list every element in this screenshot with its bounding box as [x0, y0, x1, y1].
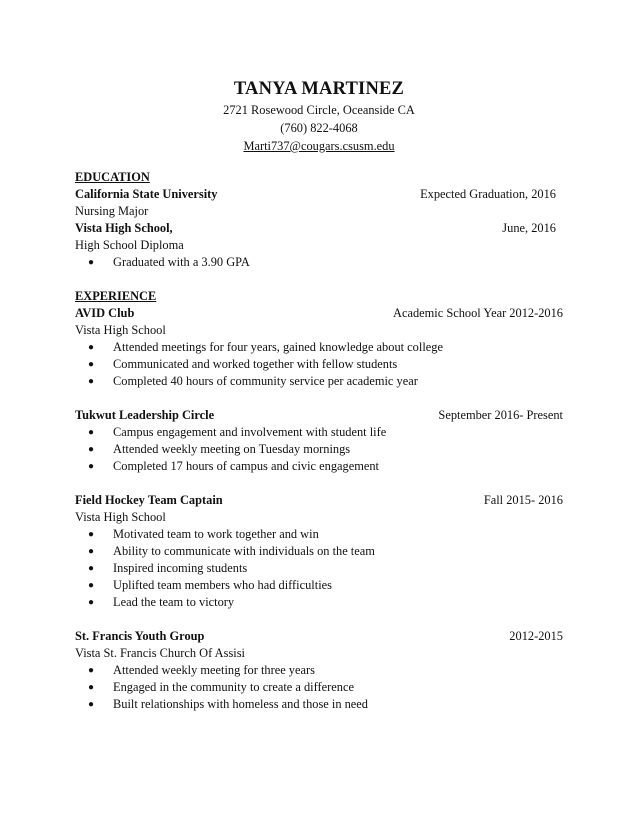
experience-heading: EXPERIENCE [75, 289, 157, 303]
bullet-text: Uplifted team members who had difficulties [113, 578, 332, 592]
bullet-text: Communicated and worked together with fellow students [113, 357, 398, 371]
list-item [75, 662, 563, 679]
education-heading: EDUCATION [75, 170, 150, 184]
entry-title: St. Francis Youth Group [75, 629, 205, 643]
experience-entry [75, 492, 563, 509]
address: 2721 Rosewood Circle, Oceanside CA [223, 103, 415, 117]
list-item [75, 526, 563, 543]
bullet-icon: ● [88, 699, 95, 710]
entry-date: Expected Graduation, 2016 [420, 187, 556, 201]
bullet-text: Motivated team to work together and win [113, 527, 319, 541]
bullet-text: Lead the team to victory [113, 595, 235, 609]
list-item [75, 424, 563, 441]
bullet-icon: ● [88, 257, 95, 268]
entry-title: Vista High School, [75, 221, 173, 235]
list-item [75, 373, 563, 390]
entry-subtitle: Vista High School [75, 323, 166, 337]
bullet-icon: ● [88, 580, 95, 591]
experience-entry [75, 628, 563, 645]
list-item [75, 594, 563, 611]
list-item [75, 679, 563, 696]
experience-entry [75, 407, 563, 424]
education-entry [75, 220, 563, 237]
entry-date: Academic School Year 2012-2016 [393, 306, 563, 320]
list-item [75, 543, 563, 560]
bullet-text: Ability to communicate with individuals on the team [113, 544, 375, 558]
bullet-icon: ● [88, 342, 95, 353]
bullet-text: Completed 40 hours of community service per academic year [113, 374, 418, 388]
entry-subtitle: Nursing Major [75, 204, 149, 218]
list-item [75, 339, 563, 356]
list-item [75, 441, 563, 458]
bullet-text: Attended weekly meeting for three years [113, 663, 315, 677]
bullet-list [75, 254, 563, 271]
bullet-text: Built relationships with homeless and those in need [113, 697, 369, 711]
bullet-icon: ● [88, 427, 95, 438]
email-link[interactable]: Marti737@cougars.csusm.edu [243, 139, 395, 153]
list-item [75, 696, 563, 713]
entry-title: Tukwut Leadership Circle [75, 408, 215, 422]
experience-entry [75, 305, 563, 322]
bullet-list [75, 526, 563, 611]
bullet-text: Graduated with a 3.90 GPA [113, 255, 250, 269]
bullet-text: Attended weekly meeting on Tuesday mornings [113, 442, 351, 456]
bullet-icon: ● [88, 682, 95, 693]
list-item [75, 458, 563, 475]
bullet-icon: ● [88, 597, 95, 608]
entry-subtitle: High School Diploma [75, 238, 184, 252]
entry-title: Field Hockey Team Captain [75, 493, 223, 507]
entry-subtitle: Vista St. Francis Church Of Assisi [75, 646, 245, 660]
bullet-icon: ● [88, 563, 95, 574]
bullet-icon: ● [88, 529, 95, 540]
list-item [75, 254, 563, 271]
phone: (760) 822-4068 [280, 121, 358, 135]
entry-date: Fall 2015- 2016 [483, 493, 563, 507]
resume-header [0, 79, 638, 155]
entry-date: June, 2016 [502, 221, 556, 235]
bullet-list [75, 424, 563, 475]
bullet-text: Inspired incoming students [113, 561, 248, 575]
bullet-icon: ● [88, 665, 95, 676]
entry-title: AVID Club [75, 306, 135, 320]
list-item [75, 577, 563, 594]
bullet-list [75, 339, 563, 390]
bullet-text: Completed 17 hours of campus and civic engagement [113, 459, 379, 473]
bullet-icon: ● [88, 444, 95, 455]
list-item [75, 560, 563, 577]
bullet-text: Campus engagement and involvement with student life [113, 425, 387, 439]
education-entry [75, 186, 563, 203]
entry-date: September 2016- Present [438, 408, 563, 422]
list-item [75, 356, 563, 373]
bullet-icon: ● [88, 376, 95, 387]
bullet-icon: ● [88, 359, 95, 370]
bullet-text: Attended meetings for four years, gained knowledge about college [113, 340, 443, 354]
entry-date: 2012-2015 [509, 629, 563, 643]
resume-body [75, 169, 563, 713]
bullet-icon: ● [88, 546, 95, 557]
bullet-icon: ● [88, 461, 95, 472]
entry-title: California State University [75, 187, 218, 201]
entry-subtitle: Vista High School [75, 510, 166, 524]
applicant-name: TANYA MARTINEZ [233, 79, 405, 99]
bullet-list [75, 662, 563, 713]
bullet-text: Engaged in the community to create a difference [113, 680, 354, 694]
